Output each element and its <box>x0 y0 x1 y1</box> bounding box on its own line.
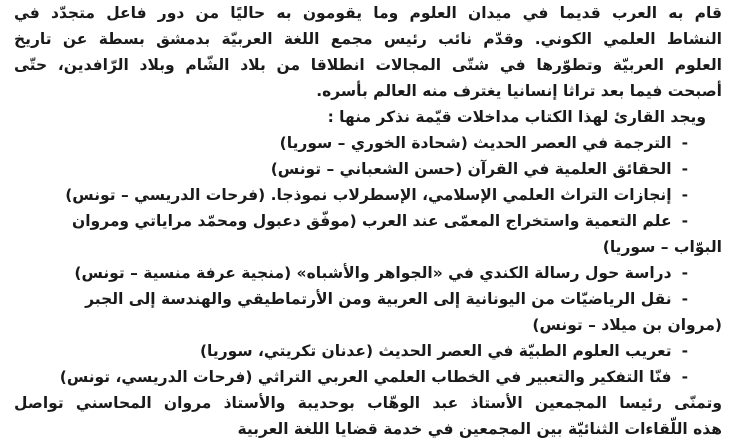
list-item-text: - الحقائق العلمية في القرآن (حسن الشعباني – تونس) <box>271 160 688 178</box>
paragraph-line: وتمنّى رئيسا المجمعين الأستاذ عبد الوهّاب بوحديبة والأستاذ مروان المحاسني تواصل <box>14 394 722 412</box>
list-item <box>14 286 688 314</box>
list-item-text: - علم التعمية واستخراج المعمّى عند العرب (موفّق دعبول ومحمّد مراياتي ومروان <box>72 212 688 230</box>
list-item-continuation: (مروان بن ميلاد – تونس) <box>532 316 722 334</box>
list-item <box>14 260 688 288</box>
list-item <box>14 182 688 210</box>
paragraph-line: قام به العرب قديما في ميدان العلوم وما يقومون به حاليًا من دور فاعل متجدّد في <box>14 4 722 22</box>
list-item <box>14 156 688 184</box>
list-item <box>14 364 688 392</box>
list-item-continuation: البوّاب – سوريا) <box>602 238 722 256</box>
paragraph-line: أصبحت فيما بعد تراثا إنسانيا يغترف منه العالم بأسره. <box>316 82 722 100</box>
list-item-text: - الترجمة في العصر الحديث (شحادة الخوري – سوريا) <box>280 134 688 152</box>
paragraph-line: العلوم العربيّة وتطوّرها في شتّى المجالات انطلاقا من بلاد الشّام وبلاد الرّافدين، حتّى <box>14 56 722 74</box>
paragraph-line: هذه اللّقاءات الثنائيّة بين المجمعين في خدمة قضايا اللغة العربية <box>237 420 722 438</box>
intro-line: ويجد القارئ لهذا الكتاب مداخلات قيّمة نذكر منها : <box>327 108 706 126</box>
list-item-text: - إنجازات التراث العلمي الإسلامي، الإسطرلاب نموذجا. (فرحات الدريسي – تونس) <box>65 186 688 204</box>
list-item-text: - دراسة حول رسالة الكندي في «الجواهر والأشباه» (منجية عرفة منسية – تونس) <box>74 264 688 282</box>
list-item-text: - فنّا التفكير والتعبير في الخطاب العلمي العربي التراثي (فرحات الدريسي، تونس) <box>60 368 688 386</box>
list-item <box>14 130 688 158</box>
paragraph-line: النشاط العلمي الكوني. وقدّم نائب رئيس مجمع اللغة العربيّة بدمشق بسطة عن تاريخ <box>14 30 722 48</box>
list-item <box>14 208 688 236</box>
list-item <box>14 338 688 366</box>
list-item-text: - نقل الرياضيّات من اليونانية إلى العربية ومن الأرتماطيقي والهندسة إلى الجبر <box>85 290 688 308</box>
list-item-text: - تعريب العلوم الطبيّة في العصر الحديث (عدنان تكريتي، سوريا) <box>200 342 688 360</box>
